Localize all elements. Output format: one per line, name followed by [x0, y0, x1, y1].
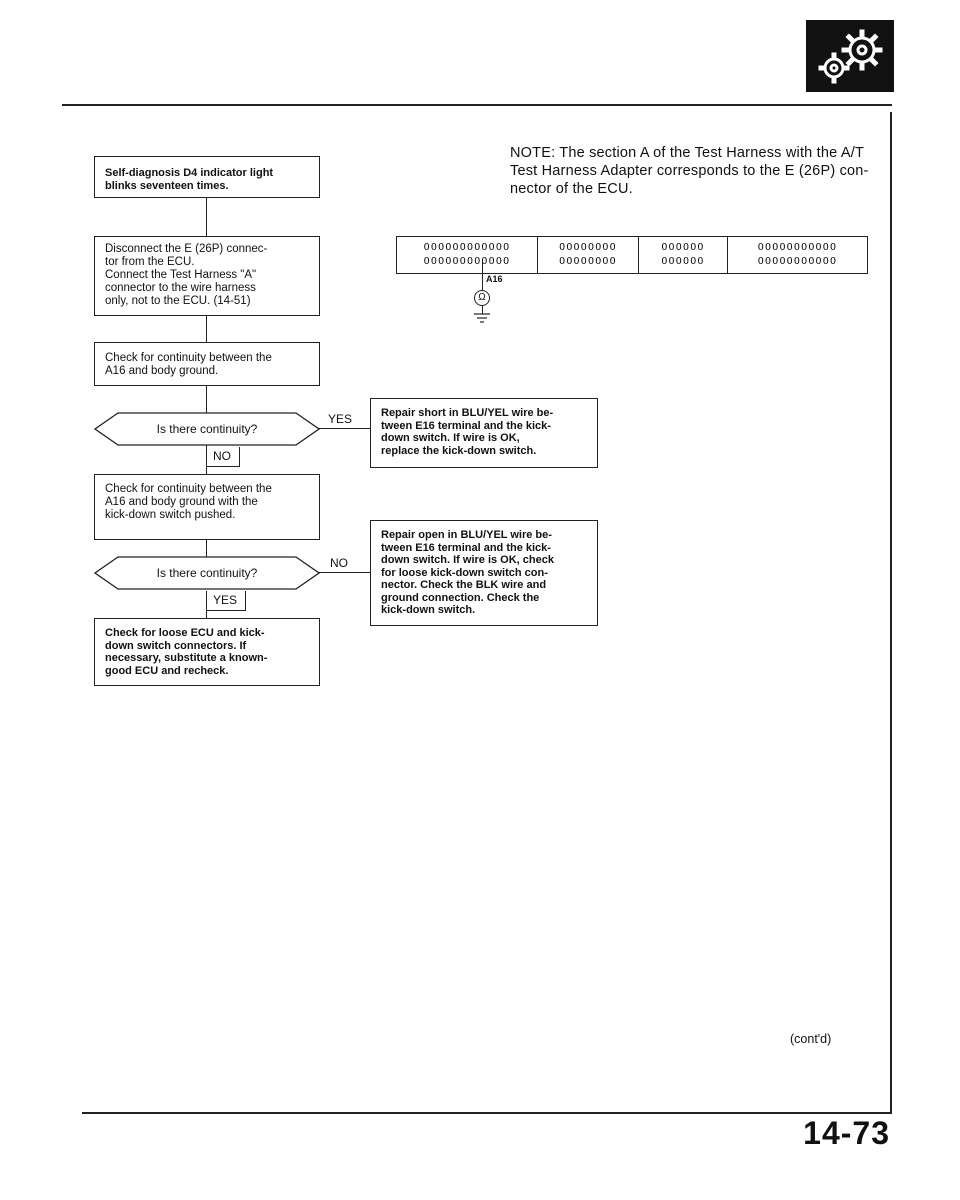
page-number: 14-73	[803, 1115, 890, 1151]
right-rule	[890, 112, 892, 1112]
bottom-rule	[82, 1112, 892, 1114]
result-open-text: Repair open in BLU/YEL wire be- tween E16 terminal and the kick- down switch. If wire is OK, check for loose kick-down switch con- nector. Check the BLK wire and ground connection. Check the kick-down switch.	[381, 529, 554, 616]
flow-connector	[206, 314, 207, 342]
step-disconnect-box	[94, 236, 320, 316]
decision-2-no-label: NO	[330, 556, 348, 570]
step-continuity-box	[94, 342, 320, 386]
result-open-box	[370, 520, 598, 626]
decision-1-yes-label: YES	[328, 412, 353, 426]
connector-section	[538, 237, 639, 273]
pin-row: OOOOOO	[661, 256, 705, 267]
flow-connector	[206, 196, 207, 238]
pin-row: OOOOOOOO	[559, 242, 617, 253]
pin-row: OOOOOOOO	[559, 256, 617, 267]
start-box	[94, 156, 320, 198]
final-check-box	[94, 618, 320, 686]
no-branch-line	[318, 572, 370, 573]
pin-row: OOOOOO	[661, 242, 705, 253]
pin-row: OOOOOOOOOOOO	[423, 256, 511, 267]
pin-label-a16: A16	[486, 274, 503, 284]
ground-icon	[472, 312, 492, 326]
gears-icon	[806, 20, 894, 92]
ohmmeter-icon	[474, 290, 490, 306]
pin-row: OOOOOOOOOOO	[757, 242, 838, 253]
connector-section	[639, 237, 728, 273]
ecu-connector-diagram	[396, 236, 868, 274]
flow-connector	[206, 384, 207, 414]
result-short-text: Repair short in BLU/YEL wire be- tween E16 terminal and the kick- down switch. If wire is OK, replace the kick-down switch.	[381, 407, 554, 457]
note-text: NOTE: The section A of the Test Harness with the A/T Test Harness Adapter corresponds to the E (26P) con- nector of the ECU.	[510, 145, 869, 197]
result-short-box	[370, 398, 598, 468]
decision-2-text: Is there continuity?	[156, 566, 258, 580]
connector-section	[397, 237, 538, 273]
step-kickdown-text: Check for continuity between the A16 and body ground with the kick-down switch pushed.	[105, 483, 272, 521]
ohm-symbol: Ω	[478, 292, 486, 303]
start-text: Self-diagnosis D4 indicator light blinks seventeen times.	[105, 167, 274, 192]
probe-wire	[482, 262, 483, 314]
step-disconnect-text: Disconnect the E (26P) connec- tor from the ECU. Connect the Test Harness "A" connector to the wire harness only, not to the ECU. (14-51)	[105, 243, 268, 307]
yes-branch-line	[318, 428, 370, 429]
step-kickdown-box	[94, 474, 320, 540]
pin-row: OOOOOOOOOOOO	[423, 242, 511, 253]
final-check-text: Check for loose ECU and kick- down switch connectors. If necessary, substitute a known- good ECU and recheck.	[105, 627, 268, 677]
pin-row: OOOOOOOOOOO	[757, 256, 838, 267]
decision-1-text: Is there continuity?	[156, 422, 258, 436]
connector-section	[728, 237, 867, 273]
decision-2-yes-label: YES	[206, 591, 246, 611]
continued-label: (cont'd)	[790, 1032, 832, 1046]
top-rule	[62, 104, 892, 106]
gears-logo	[806, 20, 894, 92]
step-continuity-text: Check for continuity between the A16 and body ground.	[105, 352, 272, 377]
decision-1-no-label: NO	[206, 447, 240, 467]
